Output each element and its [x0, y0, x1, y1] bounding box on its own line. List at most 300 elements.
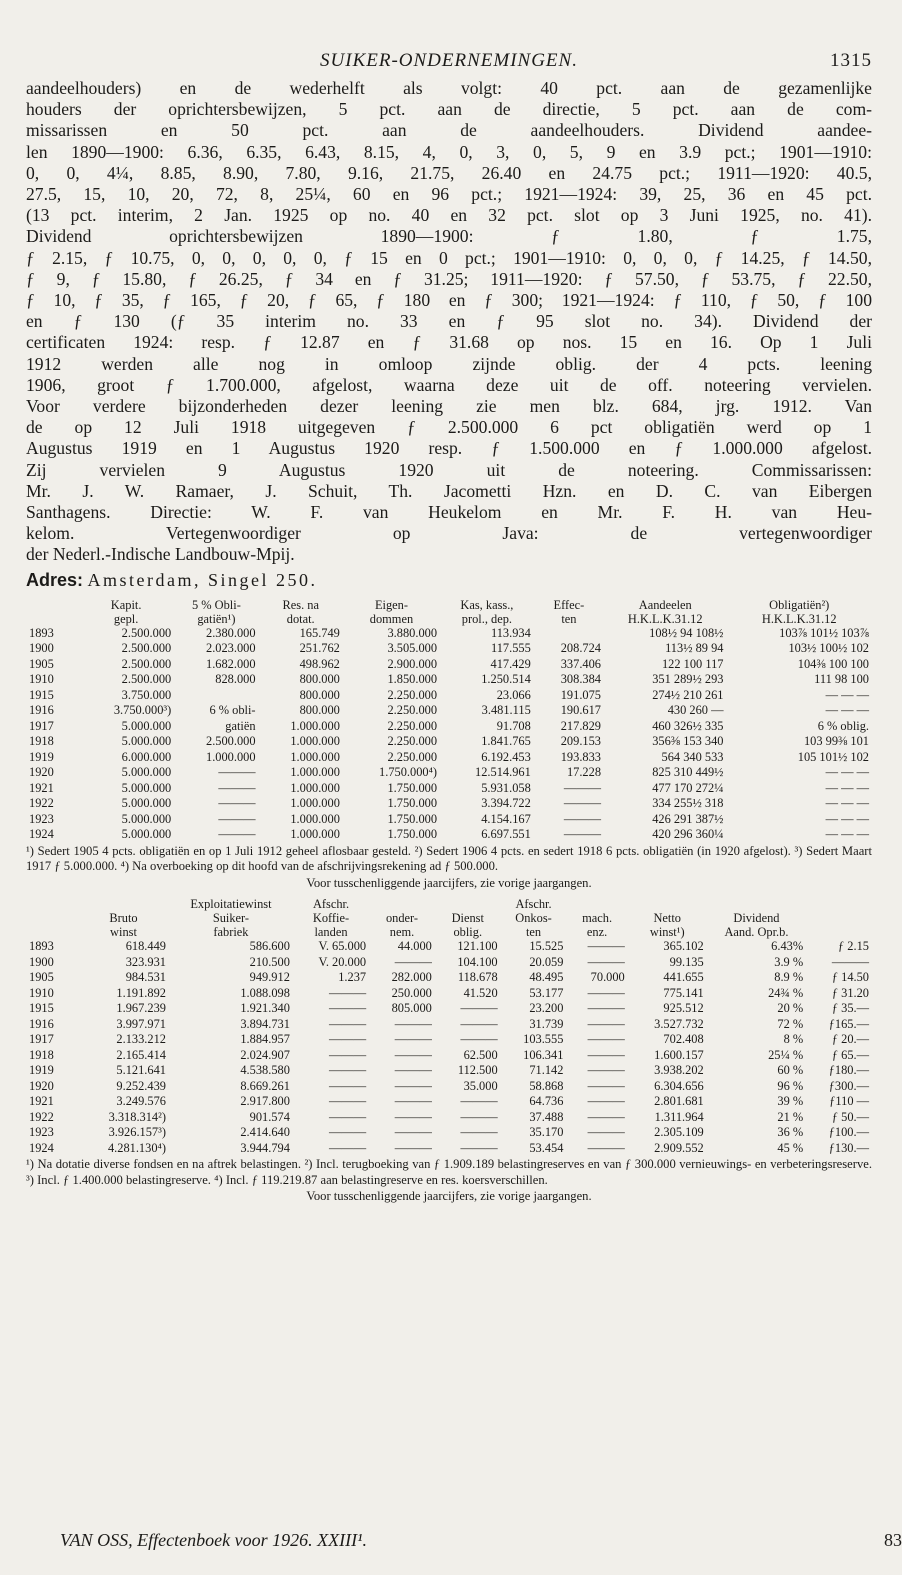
table-cell: 3.394.722 [481, 796, 531, 811]
body-line: 1912 werden alle nog in omloop zijnde oblig. der 4 pcts. leening [26, 353, 872, 374]
page-footer [60, 1530, 902, 1554]
table-cell: 1.750.000 [387, 780, 438, 795]
table-cell: 2.801.681 [654, 1094, 704, 1109]
table-cell: ——— [460, 1016, 498, 1031]
table-cell: ——— [587, 1047, 625, 1062]
table-cell: ——— [587, 1109, 625, 1124]
year-cell: 1924 [29, 827, 54, 842]
table-cell: 208.724 [560, 641, 602, 656]
table-cell: 2.414.640 [240, 1125, 290, 1140]
table-row [26, 1079, 872, 1095]
column-header: H.K.L.K.31.12 [627, 611, 703, 626]
table-cell: 48.495 [529, 970, 564, 985]
table-cell: 1.250.514 [481, 672, 531, 687]
table-row [26, 1001, 872, 1017]
table-cell: 2.500.000 [121, 625, 172, 640]
column-header: Kas, kass., [460, 597, 514, 612]
table-cell: ——— [328, 1140, 367, 1155]
table-cell: 564 340 533 [661, 749, 724, 764]
table-cell: ——— [328, 1001, 367, 1016]
year-cell: 1921 [29, 1094, 54, 1109]
column-header: landen [314, 925, 348, 940]
table-cell: 3.505.000 [387, 641, 438, 656]
table-cell: — — — [825, 703, 869, 718]
table-cell: 1.850.000 [387, 672, 438, 687]
body-line: 1906, groot ƒ 1.700.000, afgelost, waarna deze uit de off. noteering vervielen. [26, 374, 872, 395]
table-cell: 1.750.000 [387, 827, 438, 842]
table-cell: 1.311.964 [654, 1109, 704, 1124]
table-cell: 2.900.000 [387, 656, 438, 671]
column-header [628, 897, 707, 911]
table-cell: 337.406 [560, 656, 602, 671]
table-cell: ——— [460, 1032, 498, 1047]
table-cell: 5.000.000 [121, 718, 172, 733]
table-cell [534, 626, 604, 642]
table-cell: 2.023.000 [206, 641, 256, 656]
table-cell: 6.43% [771, 939, 804, 954]
table-cell: ——— [218, 811, 256, 826]
table-cell: 351 289½ 293 [652, 672, 724, 687]
table-cell: 5.121.641 [116, 1063, 166, 1078]
table-cell: 426 291 387½ [652, 811, 724, 826]
table-cell: 103⅞ 101½ 103⅞ [779, 625, 869, 640]
column-header [566, 897, 627, 911]
table-cell: ——— [563, 780, 602, 795]
body-line: (13 pct. interim, 2 Jan. 1925 op no. 40 en 32 pct. slot op 3 Juni 1925, no. 41). [26, 205, 872, 226]
table-row [26, 1063, 872, 1079]
table-cell: 41.520 [463, 985, 498, 1000]
year-cell: 1923 [29, 1125, 54, 1140]
table-cell: 113.934 [490, 625, 531, 640]
table-cell: 8 % [783, 1032, 804, 1047]
table-cell: — — — [825, 765, 869, 780]
column-header: nem. [389, 925, 415, 940]
table-cell: 2.500.000 [121, 641, 172, 656]
table-cell: 5.000.000 [121, 811, 172, 826]
table-cell: 70.000 [590, 970, 625, 985]
page [26, 50, 872, 1205]
table-cell: 2.380.000 [206, 625, 256, 640]
table-cell: 62.500 [463, 1047, 498, 1062]
body-line: ƒ 2.15, ƒ 10.75, 0, 0, 0, 0, 0, ƒ 15 en 0 pct.; 1901—1910: 0, 0, 0, ƒ 14.25, ƒ 14.50, [26, 247, 872, 268]
year-cell: 1919 [29, 749, 54, 764]
table-cell: 6.304.656 [654, 1078, 704, 1093]
column-header: gepl. [113, 611, 139, 626]
table-cell: ——— [394, 1047, 432, 1062]
body-line: certificaten 1924: resp. ƒ 12.87 en ƒ 31.68 op nos. 15 en 16. Op 1 Juli [26, 332, 872, 353]
table-cell: 1.884.957 [240, 1032, 290, 1047]
running-title: SUIKER-ONDERNEMINGEN. [320, 50, 578, 71]
table-header-row [26, 925, 872, 939]
table-row [26, 812, 872, 828]
table-cell: 5.000.000 [121, 796, 172, 811]
table-cell: 21 % [777, 1109, 804, 1124]
table-cell: 334 255½ 318 [652, 796, 724, 811]
table-row [26, 657, 872, 673]
table-cell: 25¼ % [768, 1047, 804, 1062]
table-cell: 108½ 94 108½ [649, 625, 724, 640]
table-footnote-tail: Voor tusschenliggende jaarcijfers, zie vorige jaargangen. [306, 875, 592, 890]
table-row [26, 939, 872, 955]
table-cell: 3.481.115 [481, 703, 531, 718]
year-cell: 1918 [29, 1047, 54, 1062]
column-header: oblig. [453, 925, 483, 940]
table-cell: 210.500 [249, 954, 290, 969]
page-number: 1315 [830, 50, 872, 71]
table-row [26, 1141, 872, 1157]
table-cell: 103 99⅜ 101 [803, 734, 869, 749]
table-cell: ƒ 14.50 [831, 970, 869, 985]
table-cell: V. 65.000 [318, 939, 367, 954]
body-text [26, 78, 872, 566]
table-cell: ——— [460, 1094, 498, 1109]
year-cell: 1916 [29, 1016, 54, 1031]
column-header [707, 897, 806, 911]
table-cell: 53.177 [529, 985, 564, 1000]
table-cell: ƒ 20.— [831, 1032, 869, 1047]
table-cell: 430 260 — [667, 703, 724, 718]
table-cell: ƒ 65.— [831, 1047, 869, 1062]
table-cell: 949.912 [249, 970, 290, 985]
column-header: ten [525, 925, 542, 940]
table-cell: 20.059 [529, 954, 564, 969]
table-cell: ——— [328, 1047, 367, 1062]
table-row [26, 734, 872, 750]
year-cell: 1910 [29, 672, 54, 687]
table-cell: 775.141 [663, 985, 704, 1000]
table-cell: 5.931.058 [481, 780, 531, 795]
table-cell: 420 296 360¼ [652, 827, 724, 842]
column-header: H.K.L.K.31.12 [761, 611, 837, 626]
year-cell: 1900 [29, 954, 54, 969]
table-cell: — — — [825, 780, 869, 795]
column-header: Res. na [282, 597, 319, 612]
table-cell: 2.917.800 [240, 1094, 290, 1109]
table-cell: ——— [394, 1109, 432, 1124]
table-cell: 3.249.576 [116, 1094, 166, 1109]
table-cell: 2.165.414 [116, 1047, 166, 1062]
table-cell: ——— [394, 1140, 432, 1155]
table-cell: ——— [328, 1125, 367, 1140]
year-cell: 1919 [29, 1063, 54, 1078]
body-line: 0, 0, 4¼, 8.85, 8.90, 7.80, 9.16, 21.75, 26.40 en 24.75 pct.; 1911—1920: 40.5, [26, 162, 872, 183]
table-cell: ƒ100.— [828, 1125, 869, 1140]
running-header [26, 50, 872, 76]
table-cell: 31.739 [529, 1016, 564, 1031]
table-cell: 2.250.000 [387, 734, 438, 749]
table-cell: ——— [328, 985, 367, 1000]
table-cell: ——— [831, 954, 869, 969]
table-cell: ——— [587, 954, 625, 969]
table-cell: ——— [460, 1109, 498, 1124]
table-cell: ƒ130.— [828, 1140, 869, 1155]
column-header: Afschr. [312, 897, 350, 912]
table-cell: 251.762 [299, 641, 340, 656]
table-row [26, 750, 872, 766]
table-cell: 356⅜ 153 340 [652, 734, 724, 749]
table-cell: 323.931 [125, 954, 166, 969]
table-cell: ——— [218, 765, 256, 780]
table-cell: 103½ 100½ 102 [788, 641, 869, 656]
footer-number: 83 [884, 1530, 902, 1550]
table-cell: ——— [394, 1094, 432, 1109]
table-cell: 2.500.000 [121, 672, 172, 687]
table-cell: 105 101½ 102 [797, 749, 869, 764]
body-line: Santhagens. Directie: W. F. van Heukelom en Mr. F. H. van Heu- [26, 502, 872, 523]
profit-footnote-tail: Voor tusschenliggende jaarcijfers, zie vorige jaargangen. [306, 1189, 592, 1204]
table-cell: ——— [460, 1125, 498, 1140]
table-cell: 925.512 [663, 1001, 704, 1016]
column-header: Dienst [451, 911, 484, 926]
table-cell: ——— [328, 1016, 367, 1031]
table-cell: 6.697.551 [481, 827, 531, 842]
table-row [26, 796, 872, 812]
table-cell: 112.500 [457, 1063, 498, 1078]
table-cell: 498.962 [299, 656, 340, 671]
table-cell: 104.100 [457, 954, 498, 969]
column-header [26, 925, 78, 939]
column-header: Exploitatiewinst [190, 897, 272, 912]
table-cell: 477 170 272¼ [652, 780, 724, 795]
column-header: 5 % Obli- [191, 597, 241, 612]
column-header: Dividend [733, 911, 780, 926]
table-cell: 250.000 [391, 985, 432, 1000]
year-cell: 1893 [29, 625, 54, 640]
table-cell: ——— [394, 1078, 432, 1093]
table-cell: ƒ180.— [828, 1063, 869, 1078]
table-cell: 3.527.732 [654, 1016, 704, 1031]
table-cell: ——— [587, 1016, 625, 1031]
table-cell: 121.100 [457, 939, 498, 954]
table-cell: ——— [218, 796, 256, 811]
profit-table [26, 897, 872, 1156]
table-cell: ——— [460, 1140, 498, 1155]
table-cell: ——— [328, 1078, 367, 1093]
table-row [26, 1125, 872, 1141]
table-cell: ——— [587, 1078, 625, 1093]
table-cell: ——— [587, 985, 625, 1000]
table-cell: 3.894.731 [240, 1016, 290, 1031]
column-header: enz. [586, 925, 608, 940]
year-cell: 1918 [29, 734, 54, 749]
table-row [26, 827, 872, 843]
table-cell: 1.237 [338, 970, 367, 985]
table-cell: 800.000 [299, 703, 340, 718]
table-row [26, 641, 872, 657]
table-cell: 3.926.157³) [108, 1125, 166, 1140]
table-cell: 118.678 [457, 970, 498, 985]
table-cell: ——— [394, 1125, 432, 1140]
address [26, 568, 872, 592]
table-row [26, 1110, 872, 1126]
table-cell: 3.750.000 [121, 687, 172, 702]
table-row [26, 765, 872, 781]
table-cell: 12.514.961 [475, 765, 531, 780]
column-header [26, 612, 78, 626]
table-cell: 193.833 [560, 749, 602, 764]
year-cell: 1923 [29, 811, 54, 826]
table-cell: 103.555 [523, 1032, 564, 1047]
table-cell: 2.909.552 [654, 1140, 704, 1155]
table-cell: ƒ 50.— [831, 1109, 869, 1124]
column-header: Obligatiën²) [769, 597, 830, 612]
table-cell: 441.655 [663, 970, 704, 985]
table-cell: 282.000 [391, 970, 432, 985]
table-cell: ——— [394, 1032, 432, 1047]
table-cell: 1.750.000⁴) [379, 765, 438, 780]
table-cell: 190.617 [560, 703, 602, 718]
table-cell: V. 20.000 [318, 954, 367, 969]
table-cell: 1.191.892 [116, 985, 166, 1000]
body-line: Augustus 1919 en 1 Augustus 1920 resp. ƒ 1.500.000 en ƒ 1.000.000 afgelost. [26, 438, 872, 459]
table-cell: 2.250.000 [387, 687, 438, 702]
table-cell: 6 % oblig. [817, 718, 869, 733]
table-cell: 805.000 [391, 1001, 432, 1016]
table-cell: ƒ 31.20 [831, 985, 869, 1000]
profit-footnotes: ¹) Na dotatie diverse fondsen en na aftrek belastingen. ²) Incl. terugboeking van ƒ 1.909.189 belastingreserves en van ƒ 300.000 vernieuwings- en verbeteringsreserve. ³) Incl. ƒ 1.400.000 belastingreserve. ⁴) Incl. ƒ 119.219.87 aan belastingreserve en res. koersverschillen. [26, 1157, 872, 1187]
table-cell: 2.024.907 [240, 1047, 290, 1062]
table-row [26, 672, 872, 688]
table-cell: ——— [563, 811, 602, 826]
table-cell: 8.669.261 [240, 1078, 290, 1093]
table-cell: 3.318.314²) [108, 1109, 166, 1124]
year-cell: 1917 [29, 1032, 54, 1047]
table-cell: 5.000.000 [121, 780, 172, 795]
table-cell: 460 326½ 335 [652, 718, 724, 733]
table-cell: 2.500.000 [206, 734, 256, 749]
table-cell: 1.967.239 [116, 1001, 166, 1016]
table-cell: 17.228 [566, 765, 602, 780]
column-header: Aandeelen [638, 597, 692, 612]
table-cell: 1.682.000 [206, 656, 256, 671]
column-header: winst¹) [649, 925, 685, 940]
table-row [26, 986, 872, 1002]
column-header: Netto [653, 911, 681, 926]
table-cell: 5.000.000 [121, 765, 172, 780]
table-cell: 64.736 [529, 1094, 564, 1109]
column-header: winst [110, 925, 137, 940]
table-cell: 99.135 [669, 954, 704, 969]
column-header: mach. [582, 911, 613, 926]
year-cell: 1920 [29, 1078, 54, 1093]
table-cell: ——— [460, 1001, 498, 1016]
body-line: der Nederl.-Indische Landbouw-Mpij. [26, 544, 295, 565]
year-cell: 1905 [29, 656, 54, 671]
table-cell: 2.500.000 [121, 656, 172, 671]
column-header: dommen [369, 611, 414, 626]
table-cell: 8.9 % [774, 970, 804, 985]
column-header: Koffie- [312, 911, 350, 926]
table-cell: ——— [587, 1001, 625, 1016]
table-cell: 308.384 [560, 672, 602, 687]
table-cell: 91.708 [496, 718, 531, 733]
table-cell: 901.574 [249, 1109, 290, 1124]
table-cell: 702.408 [663, 1032, 704, 1047]
column-header: ten [561, 611, 577, 626]
table-cell: 2.250.000 [387, 718, 438, 733]
table-cell: 1.000.000 [290, 796, 340, 811]
column-header [78, 897, 169, 911]
table-cell: 191.075 [560, 687, 602, 702]
year-cell: 1910 [29, 985, 54, 1000]
table-cell: 217.829 [560, 718, 602, 733]
address-label: Adres: [26, 569, 84, 590]
year-cell: 1924 [29, 1140, 54, 1155]
table-row [26, 781, 872, 797]
column-header: onder- [385, 911, 419, 926]
column-header: Effec- [553, 597, 585, 612]
table-cell: 4.538.580 [240, 1063, 290, 1078]
table-header-row [26, 598, 872, 612]
table-cell: 23.200 [529, 1001, 564, 1016]
table-cell: 2.250.000 [387, 703, 438, 718]
table-cell: ƒ 35.— [831, 1001, 869, 1016]
table-cell: ——— [587, 1063, 625, 1078]
table-cell: 417.429 [490, 656, 531, 671]
column-header: fabriek [213, 925, 249, 940]
column-header: dotat. [286, 611, 315, 626]
table-cell: 3.880.000 [387, 625, 438, 640]
table-cell: ——— [587, 1125, 625, 1140]
table-cell: 9.252.439 [116, 1078, 166, 1093]
table-cell: ƒ110 — [829, 1094, 869, 1109]
table-cell: 60 % [777, 1063, 804, 1078]
body-line: houders der oprichtersbewijzen, 5 pct. aan de directie, 5 pct. aan de com- [26, 99, 872, 120]
table-cell: 20 % [777, 1001, 804, 1016]
table-cell: 3.750.000³) [113, 703, 172, 718]
body-line: Mr. J. W. Ramaer, J. Schuit, Th. Jacometti Hzn. en D. C. van Eibergen [26, 480, 872, 501]
table-cell: 1.841.765 [481, 734, 531, 749]
column-header [26, 897, 78, 911]
table-cell: ——— [328, 1094, 367, 1109]
year-cell: 1920 [29, 765, 54, 780]
table-cell: 2.133.212 [116, 1032, 166, 1047]
table-cell: 5.000.000 [121, 827, 172, 842]
table-cell: ——— [218, 780, 256, 795]
table-row [26, 955, 872, 971]
table-cell: 45 % [777, 1140, 804, 1155]
column-header: Bruto [109, 911, 138, 926]
year-cell: 1915 [29, 687, 54, 702]
body-line: aandeelhouders) en de wederhelft als volgt: 40 pct. aan de gezamenlijke [26, 78, 872, 98]
table-cell: 1.000.000 [290, 811, 340, 826]
table-cell: 1.000.000 [290, 718, 340, 733]
table-cell: 1.750.000 [387, 796, 438, 811]
table-cell: 104⅜ 100 100 [797, 656, 869, 671]
table-cell: 828.000 [215, 672, 256, 687]
table-cell: 800.000 [299, 672, 340, 687]
table-cell: 1.600.157 [654, 1047, 704, 1062]
table-cell: 1.088.098 [240, 985, 290, 1000]
table-cell: 1.000.000 [290, 765, 340, 780]
table-cell: 35.000 [463, 1078, 498, 1093]
year-cell: 1905 [29, 970, 54, 985]
table-cell: ——— [587, 1094, 625, 1109]
table-cell: 96 % [777, 1078, 804, 1093]
financial-table [26, 598, 872, 843]
table-cell: ——— [587, 1140, 625, 1155]
table-cell: 23.066 [496, 687, 531, 702]
table-cell: ——— [394, 1016, 432, 1031]
table-cell: ƒ 2.15 [838, 939, 869, 954]
column-header: Onkos- [515, 911, 552, 926]
table-header-row [26, 911, 872, 925]
table-cell: 1.000.000 [290, 749, 340, 764]
table-cell: 6.000.000 [121, 749, 172, 764]
table-cell: — — — [825, 796, 869, 811]
table-header-row [26, 612, 872, 626]
table-cell: 6.192.453 [481, 749, 531, 764]
